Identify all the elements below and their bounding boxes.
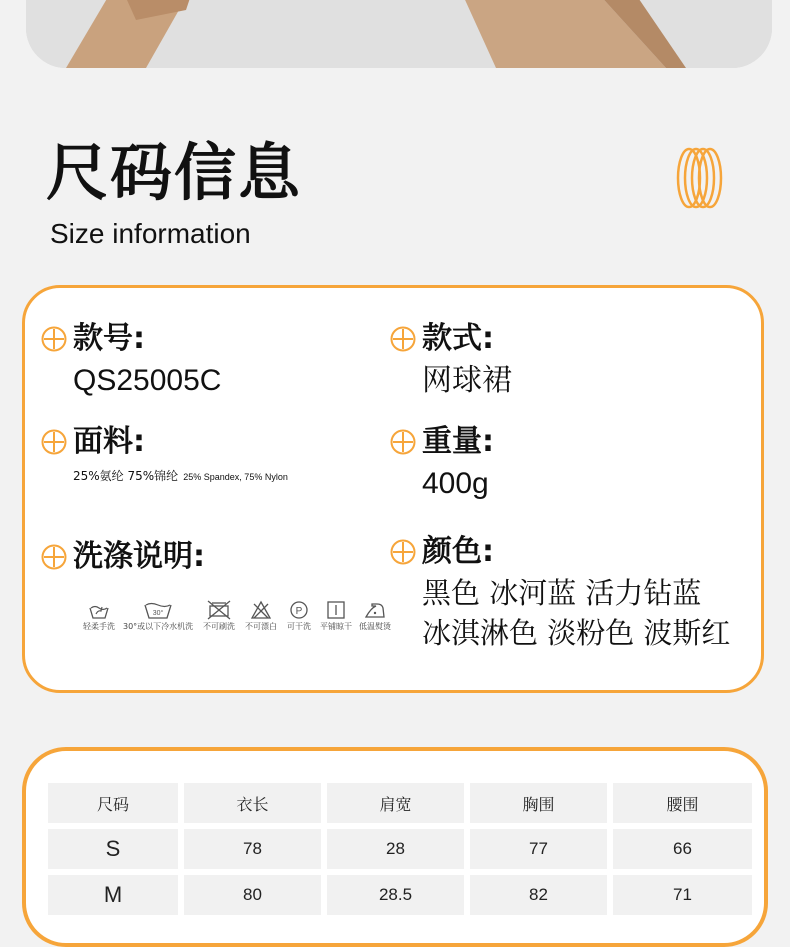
style-number-value: QS25005C bbox=[73, 364, 222, 397]
plus-circle-icon bbox=[390, 429, 416, 455]
care-label: 洗涤说明: bbox=[73, 539, 205, 574]
header-cell-size: 尺码 bbox=[48, 783, 178, 823]
no-bleach-icon bbox=[250, 600, 272, 620]
care-item-label: 平铺晾干 bbox=[320, 622, 352, 631]
product-photo-graphic bbox=[26, 0, 772, 68]
table-cell: 82 bbox=[470, 875, 607, 915]
rings-icon bbox=[676, 146, 726, 210]
colors-label: 颜色: bbox=[422, 534, 494, 569]
style-type-value: 网球裙 bbox=[422, 363, 512, 398]
care-item-label: 30°或以下冷水机洗 bbox=[123, 622, 194, 631]
care-item bbox=[347, 600, 403, 632]
table-cell: 77 bbox=[470, 829, 607, 869]
header-cell-length: 衣长 bbox=[184, 783, 321, 823]
page-subtitle: Size information bbox=[50, 218, 251, 249]
product-info-card bbox=[22, 285, 764, 693]
svg-text:P: P bbox=[295, 606, 303, 617]
plus-circle-icon bbox=[390, 326, 416, 352]
plus-circle-icon bbox=[41, 429, 67, 455]
table-row bbox=[48, 871, 752, 917]
care-item bbox=[123, 600, 193, 632]
page-title: 尺码信息 bbox=[46, 136, 303, 209]
colors-line-1: 黑色 冰河蓝 活力钻蓝 bbox=[422, 576, 702, 610]
machine-wash-30-icon bbox=[143, 600, 173, 620]
table-cell: 66 bbox=[613, 829, 752, 869]
colors-line-2: 冰淇淋色 淡粉色 波斯红 bbox=[422, 616, 731, 650]
care-item-label: 轻柔手洗 bbox=[83, 622, 115, 631]
care-item bbox=[71, 600, 127, 632]
care-item-label: 低温熨烫 bbox=[359, 622, 391, 631]
table-cell-size: M bbox=[48, 875, 178, 915]
weight-label: 重量: bbox=[422, 424, 494, 459]
style-number-label: 款号: bbox=[73, 321, 145, 356]
table-row bbox=[48, 825, 752, 871]
table-cell-size: S bbox=[48, 829, 178, 869]
dry-clean-p-icon bbox=[289, 600, 309, 620]
care-item-label: 可干洗 bbox=[287, 622, 311, 631]
svg-text:30°: 30° bbox=[152, 610, 164, 617]
table-header-row bbox=[48, 779, 752, 825]
care-item-label: 不可刷洗 bbox=[203, 622, 235, 631]
size-table bbox=[48, 779, 752, 917]
product-photo bbox=[26, 0, 772, 68]
low-iron-icon bbox=[363, 600, 387, 620]
fabric-value bbox=[73, 465, 288, 484]
plus-circle-icon bbox=[41, 326, 67, 352]
colors-value bbox=[422, 573, 730, 653]
table-cell: 28 bbox=[327, 829, 464, 869]
no-brush-icon bbox=[206, 600, 232, 620]
hand-wash-icon bbox=[88, 600, 110, 620]
flat-dry-icon bbox=[326, 600, 346, 620]
fabric-value-en: 25% Spandex, 75% Nylon bbox=[183, 472, 288, 482]
table-cell: 80 bbox=[184, 875, 321, 915]
weight-value: 400g bbox=[422, 467, 489, 500]
fabric-value-cn: 25%氨纶 75%锦纶 bbox=[73, 469, 179, 483]
table-cell: 78 bbox=[184, 829, 321, 869]
header-cell-waist: 腰围 bbox=[613, 783, 752, 823]
plus-circle-icon bbox=[41, 544, 67, 570]
fabric-label: 面料: bbox=[73, 424, 145, 459]
care-item-label: 不可漂白 bbox=[245, 622, 277, 631]
header-cell-shoulder: 肩宽 bbox=[327, 783, 464, 823]
size-table-card bbox=[22, 747, 768, 947]
table-cell: 71 bbox=[613, 875, 752, 915]
care-symbols bbox=[81, 600, 401, 640]
header-cell-bust: 胸围 bbox=[470, 783, 607, 823]
style-type-label: 款式: bbox=[422, 321, 494, 356]
plus-circle-icon bbox=[390, 539, 416, 565]
table-cell: 28.5 bbox=[327, 875, 464, 915]
